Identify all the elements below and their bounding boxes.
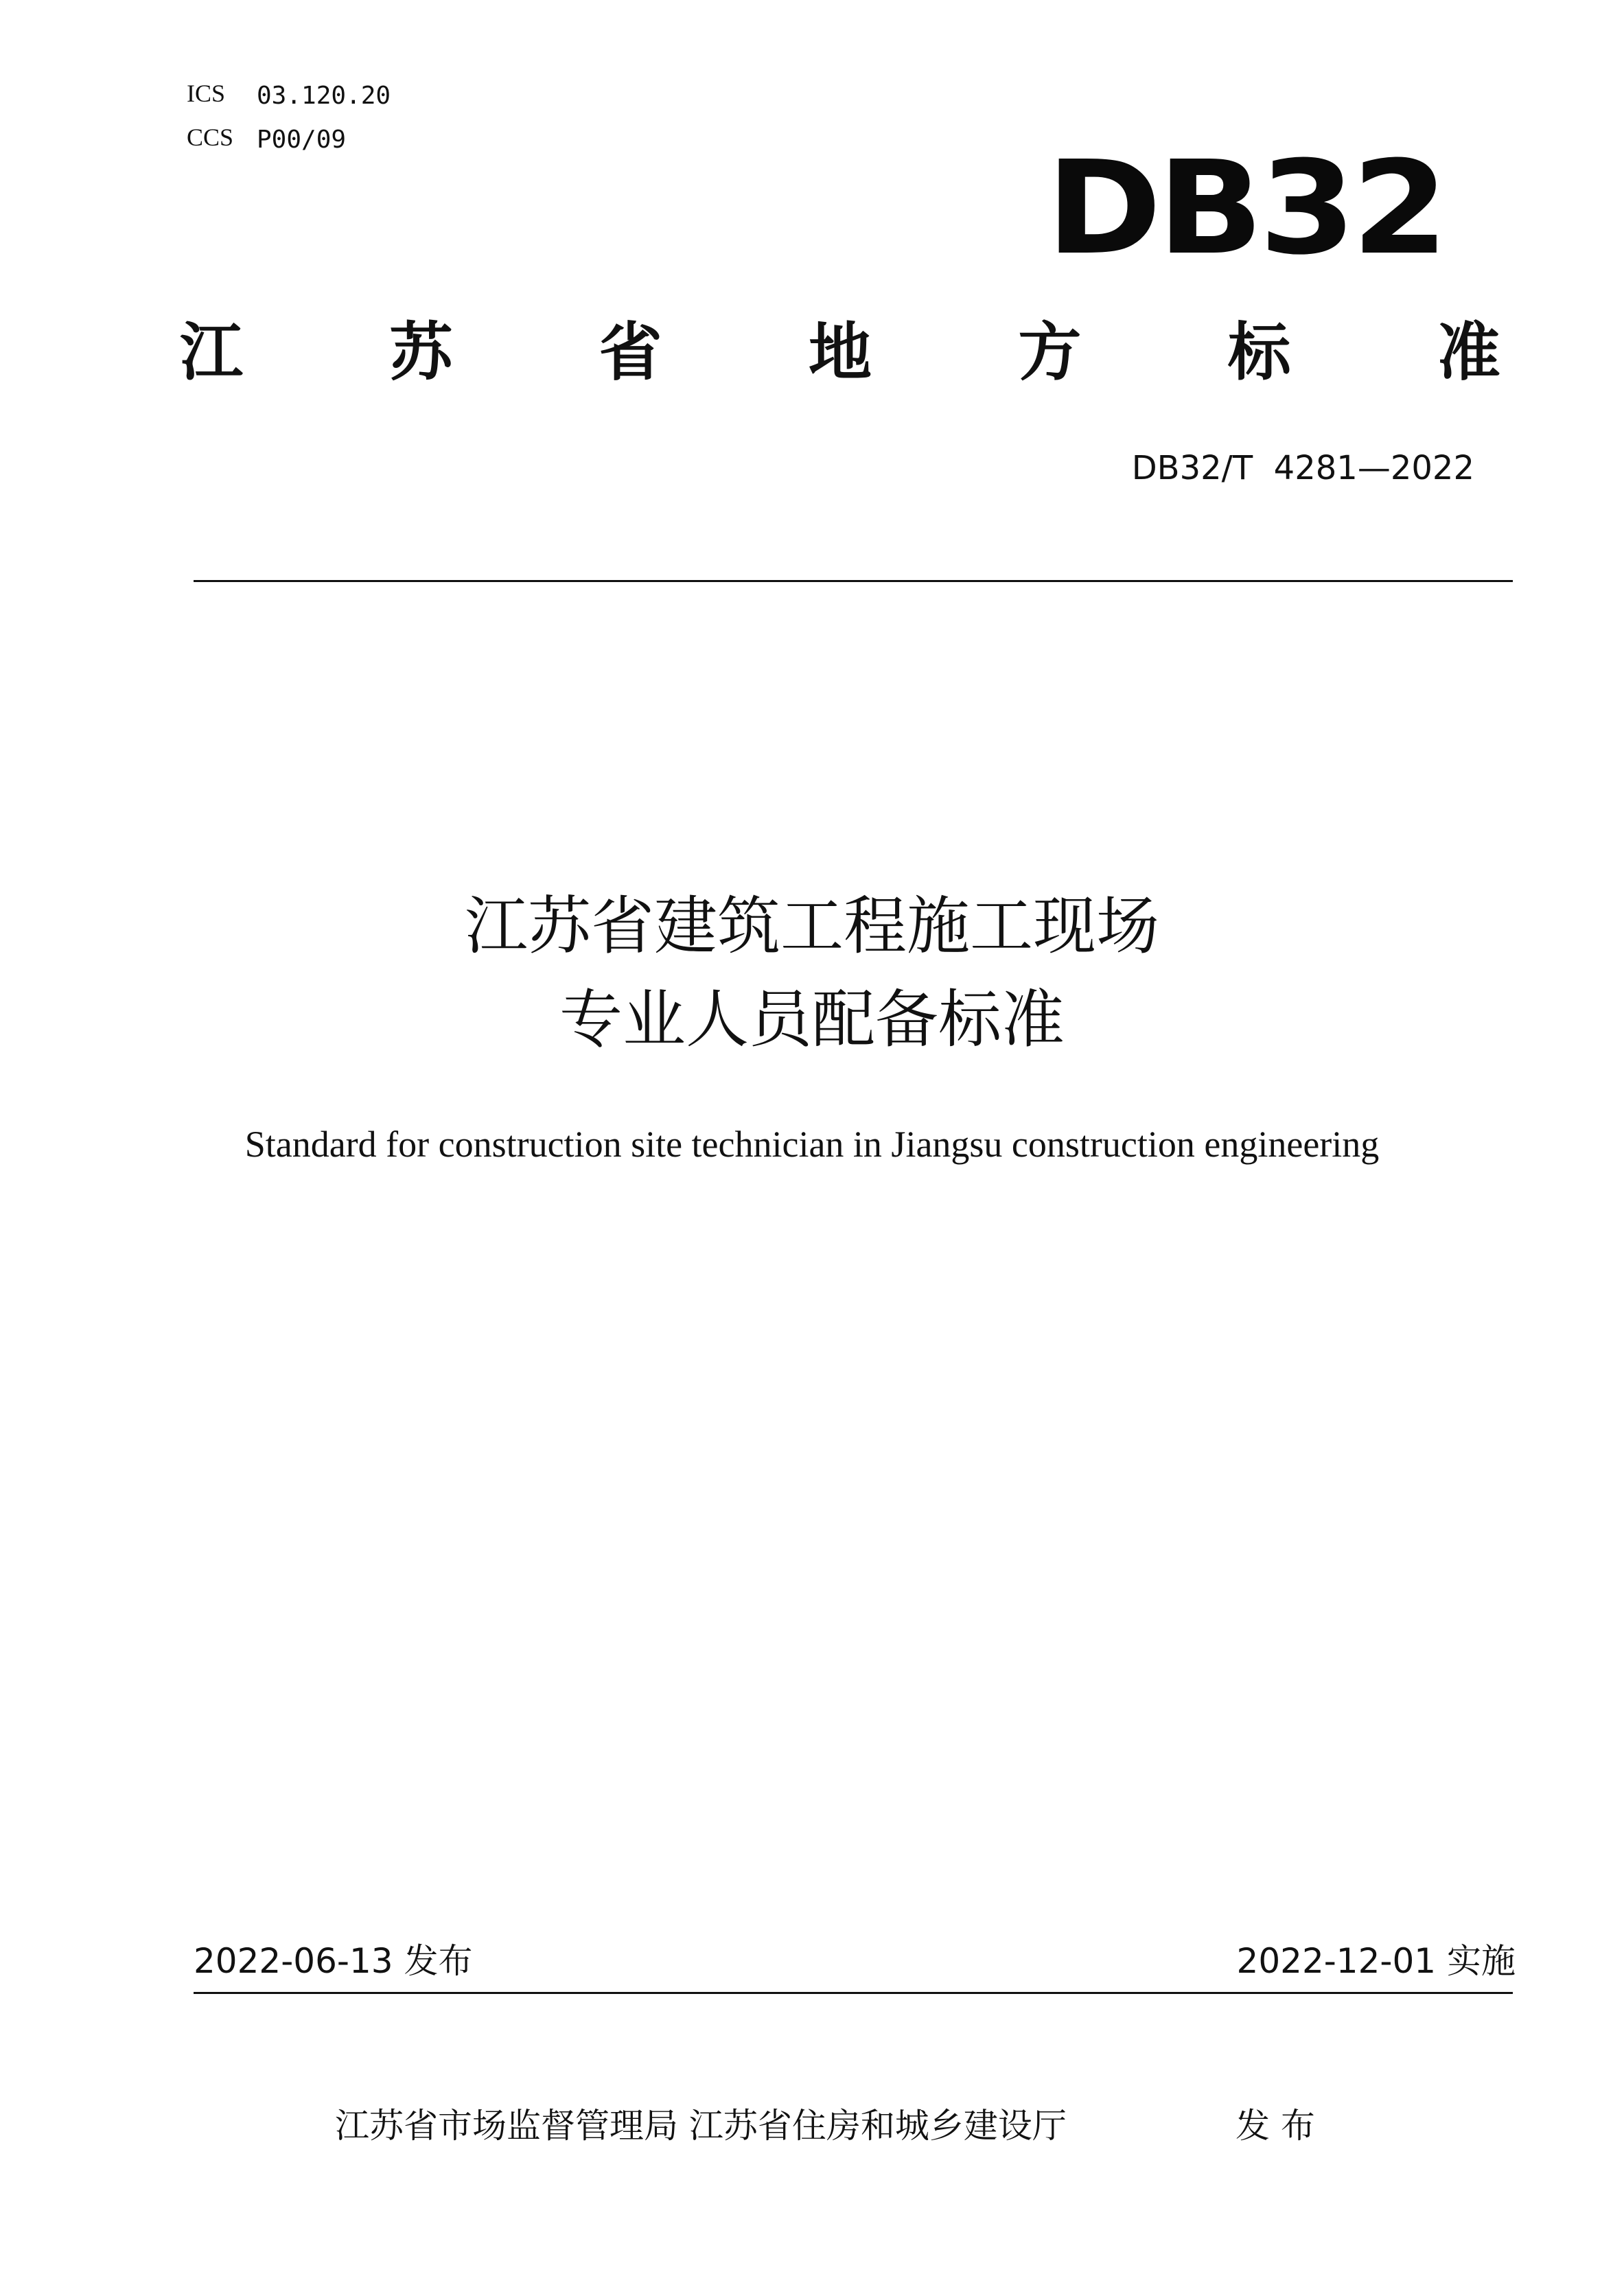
top-divider (194, 580, 1513, 582)
standard-type-char: 方 (1018, 316, 1082, 389)
ccs-value: P00/09 (257, 126, 347, 154)
bottom-divider (194, 1992, 1513, 1994)
ics-value: 03.120.20 (257, 82, 391, 110)
ics-label: ICS (187, 80, 226, 107)
standard-type-char: 地 (808, 316, 872, 389)
standard-type-char: 江 (180, 316, 244, 389)
ccs-label: CCS (187, 124, 234, 151)
db32-logo: DB32 (1046, 133, 1444, 283)
issuer-action: 发 布 (1236, 2106, 1315, 2146)
title-line-2: 专业人员配备标准 (559, 983, 1065, 1056)
issuer-organizations: 江苏省市场监督管理局 江苏省住房和城乡建设厅 (335, 2106, 1067, 2146)
standard-type-char: 准 (1437, 316, 1500, 389)
publish-date: 2022-06-13 发布 (194, 1941, 473, 1981)
standard-type-heading (180, 316, 1500, 389)
standard-number: DB32/T 4281—2022 (1131, 449, 1474, 487)
standard-type-char: 省 (599, 316, 662, 389)
title-line-1: 江苏省建筑工程施工现场 (464, 890, 1159, 963)
implement-date: 2022-12-01 实施 (1236, 1941, 1516, 1981)
standard-type-char: 标 (1227, 316, 1291, 389)
english-title: Standard for construction site technician in Jiangsu construction engineering (244, 1124, 1380, 1165)
standard-type-char: 苏 (389, 316, 453, 389)
